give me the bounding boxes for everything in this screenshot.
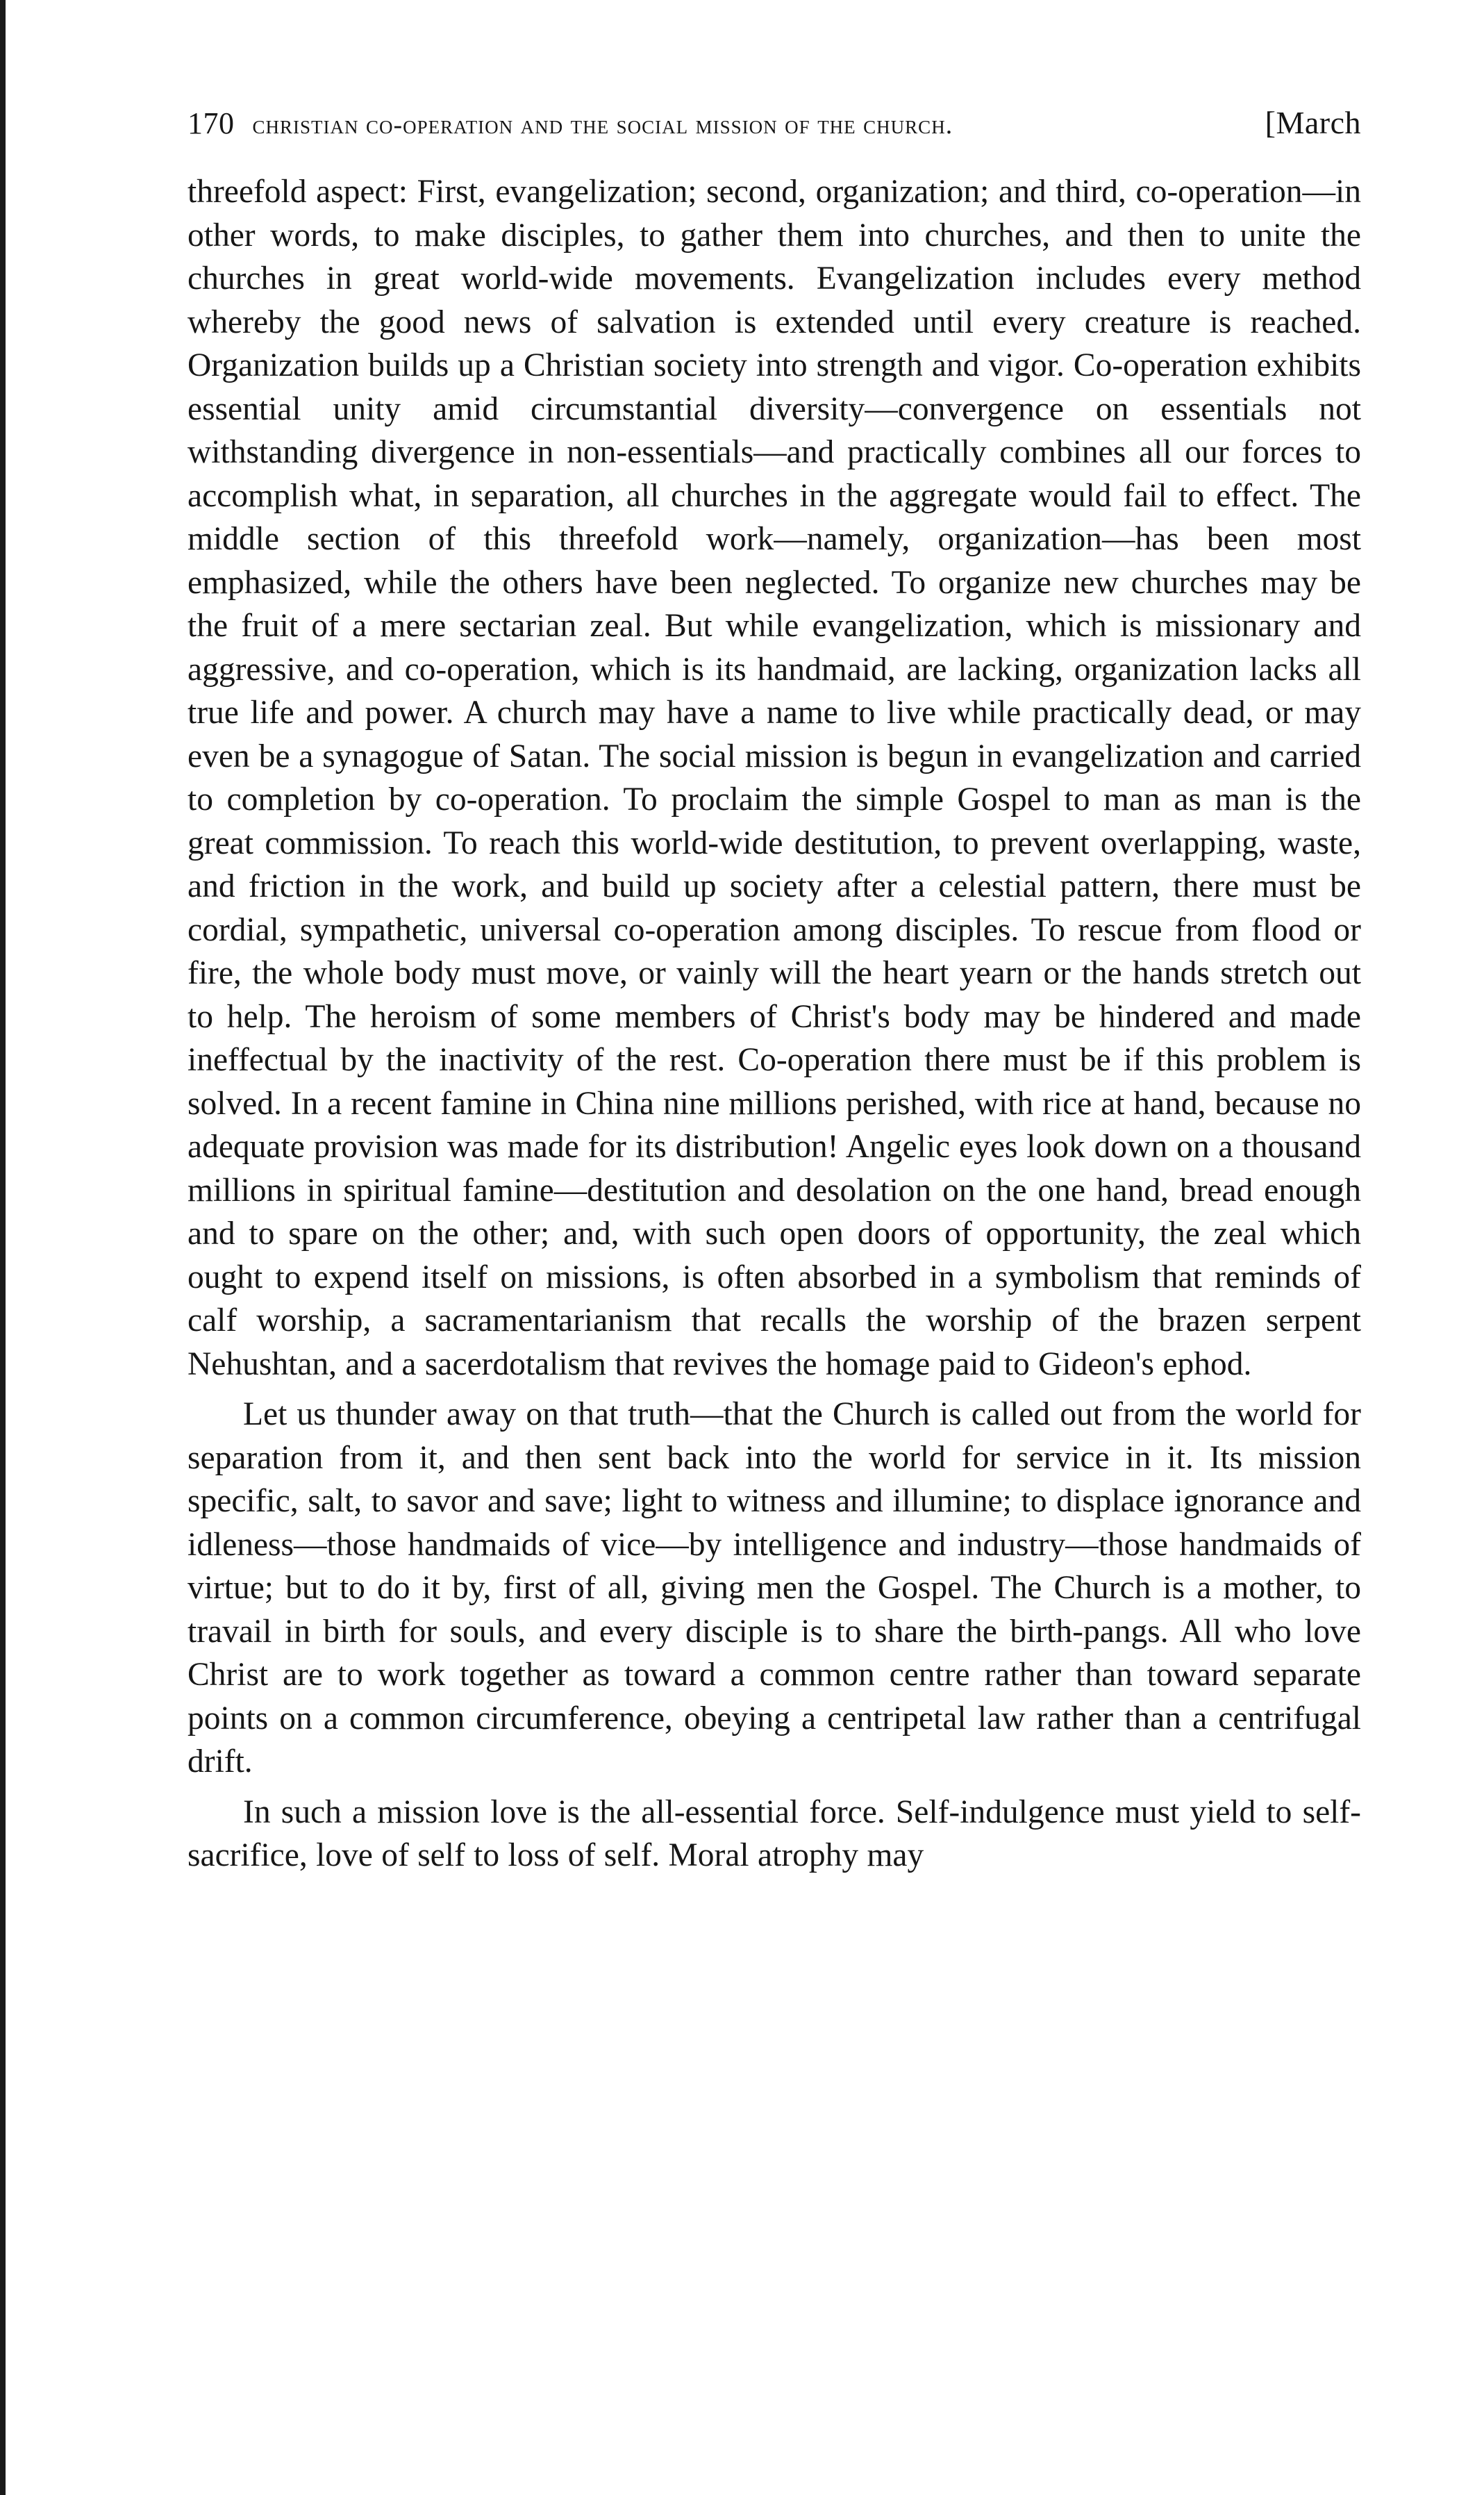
running-title: christian co-operation and the social mission of the church. [252, 110, 953, 140]
paragraph-continued: threefold aspect: First, evangelization; second, organization; and third, co-operation—in other words, to make disciples, to gather them into churches, and then to unite the churches in great world-wide movements. Evangelization includes every method whereby the good news of salvation is extended until every creature is reached. Organization builds up a Christian society into strength and vigor. Co-operation exhibits essential unity amid circumstantial diversity—convergence on essentials not withstanding divergence in non-essentials—and practically combines all our forces to accomplish what, in separation, all churches in the aggregate would fail to effect. The middle section of this threefold work—namely, organization—has been most emphasized, while the others have been neglected. To organize new churches may be the fruit of a mere sectarian zeal. But while evangelization, which is missionary and aggressive, and co-operation, which is its handmaid, are lacking, organization lacks all true life and power. A church may have a name to live while practically dead, or may even be a synagogue of Satan. The social mission is begun in evangelization and carried to completion by co-operation. To proclaim the simple Gospel to man as man is the great commission. To reach this world-wide destitution, to prevent overlapping, waste, and friction in the work, and build up society after a celestial pattern, there must be cordial, sympathetic, universal co-operation among disciples. To rescue from flood or fire, the whole body must move, or vainly will the heart yearn or the hands stretch out to help. The heroism of some members of Christ's body may be hindered and made ineffectual by the inactivity of the rest. Co-operation there must be if this problem is solved. In a recent famine in China nine millions perished, with rice at hand, because no adequate provision was made for its distribution! Angelic eyes look down on a thousand millions in spiritual famine—destitution and desolation on the one hand, bread enough and to spare on the other; and, with such open doors of opportunity, the zeal which ought to expend itself on missions, is often absorbed in a symbolism that reminds of calf worship, a sacramentarianism that recalls the worship of the brazen serpent Nehushtan, and a sacerdotalism that revives the homage paid to Gideon's ephod. [187, 174, 1361, 1382]
body-text [187, 170, 1361, 1878]
running-header [187, 104, 1361, 141]
paragraph: Let us thunder away on that truth—that the Church is called out from the world for separation from it, and then sent back into the world for service in it. Its mission specific, salt, to savor and save; light to witness and illumine; to displace ignorance and idleness—those handmaids of vice—by intelligence and industry—those handmaids of virtue; but to do it by, first of all, giving men the Gospel. The Church is a mother, to travail in birth for souls, and every disciple is to share the birth-pangs. All who love Christ are to work together as toward a common centre rather than toward separate points on a common circumference, obeying a centripetal law rather than a centrifugal drift. [187, 1396, 1361, 1780]
issue-month: [March [1265, 105, 1361, 140]
book-page [187, 104, 1361, 1878]
scan-edge [0, 0, 6, 2495]
paragraph: In such a mission love is the all-essential force. Self-indulgence must yield to self-sacrifice, love of self to loss of self. Moral atrophy may [187, 1793, 1361, 1873]
page-number: 170 [187, 106, 235, 140]
